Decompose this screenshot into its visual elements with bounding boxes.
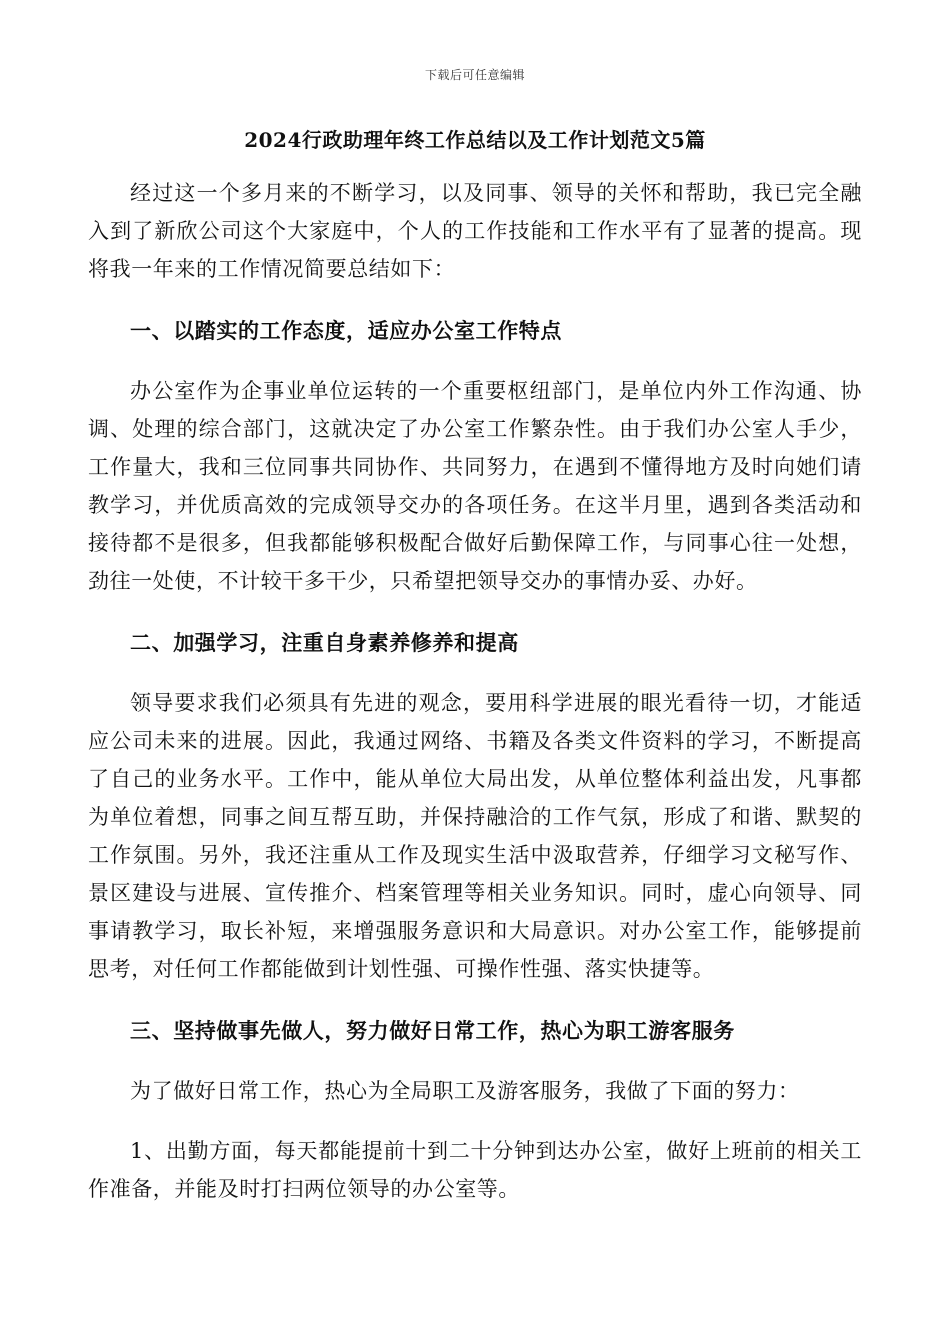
document-title: 2024行政助理年终工作总结以及工作计划范文5篇 [244,128,706,152]
header-note: 下载后可任意编辑 [424,68,525,82]
section-heading-2: 二、加强学习，注重自身素养修养和提高 [130,630,519,655]
list-item: 1、出勤方面，每天都能提前十到二十分钟到达办公室，做好上班前的相关工作准备，并能及时打扫两位领导的办公室等。 [88,1139,862,1201]
section-body-3: 为了做好日常工作，热心为全局职工及游客服务，我做了下面的努力： [130,1079,800,1103]
section-body-1: 办公室作为企事业单位运转的一个重要枢纽部门，是单位内外工作沟通、协调、处理的综合部门，这就决定了办公室工作繁杂性。由于我们办公室人手少，工作量大，我和三位同事共同协作、共同努力，在遇到不懂得地方及时向她们请教学习，并优质高效的完成领导交办的各项任务。在这半月里，遇到各类活动和接待都不是很多，但我都能够积极配合做好后勤保障工作，与同事心往一处想，劲往一处使，不计较干多干少，只希望把领导交办的事情办妥、办好。 [88,379,862,593]
section-heading-3: 三、坚持做事先做人，努力做好日常工作，热心为职工游客服务 [130,1018,735,1043]
section-body-2: 领导要求我们必须具有先进的观念，要用科学进展的眼光看待一切，才能适应公司未来的进展。因此，我通过网络、书籍及各类文件资料的学习，不断提高了自己的业务水平。工作中，能从单位大局出发，从单位整体利益出发，凡事都为单位着想，同事之间互帮互助，并保持融洽的工作气氛，形成了和谐、默契的工作氛围。另外，我还注重从工作及现实生活中汲取营养，仔细学习文秘写作、景区建设与进展、宣传推介、档案管理等相关业务知识。同时，虚心向领导、同事请教学习，取长补短，来增强服务意识和大局意识。对办公室工作，能够提前思考，对任何工作都能做到计划性强、可操作性强、落实快捷等。 [88,691,862,981]
intro-paragraph: 经过这一个多月来的不断学习，以及同事、领导的关怀和帮助，我已完全融入到了新欣公司这个大家庭中，个人的工作技能和工作水平有了显著的提高。现将我一年来的工作情况简要总结如下： [88,181,862,281]
document-body [88,174,862,1208]
section-heading-1: 一、以踏实的工作态度，适应办公室工作特点 [130,318,562,343]
